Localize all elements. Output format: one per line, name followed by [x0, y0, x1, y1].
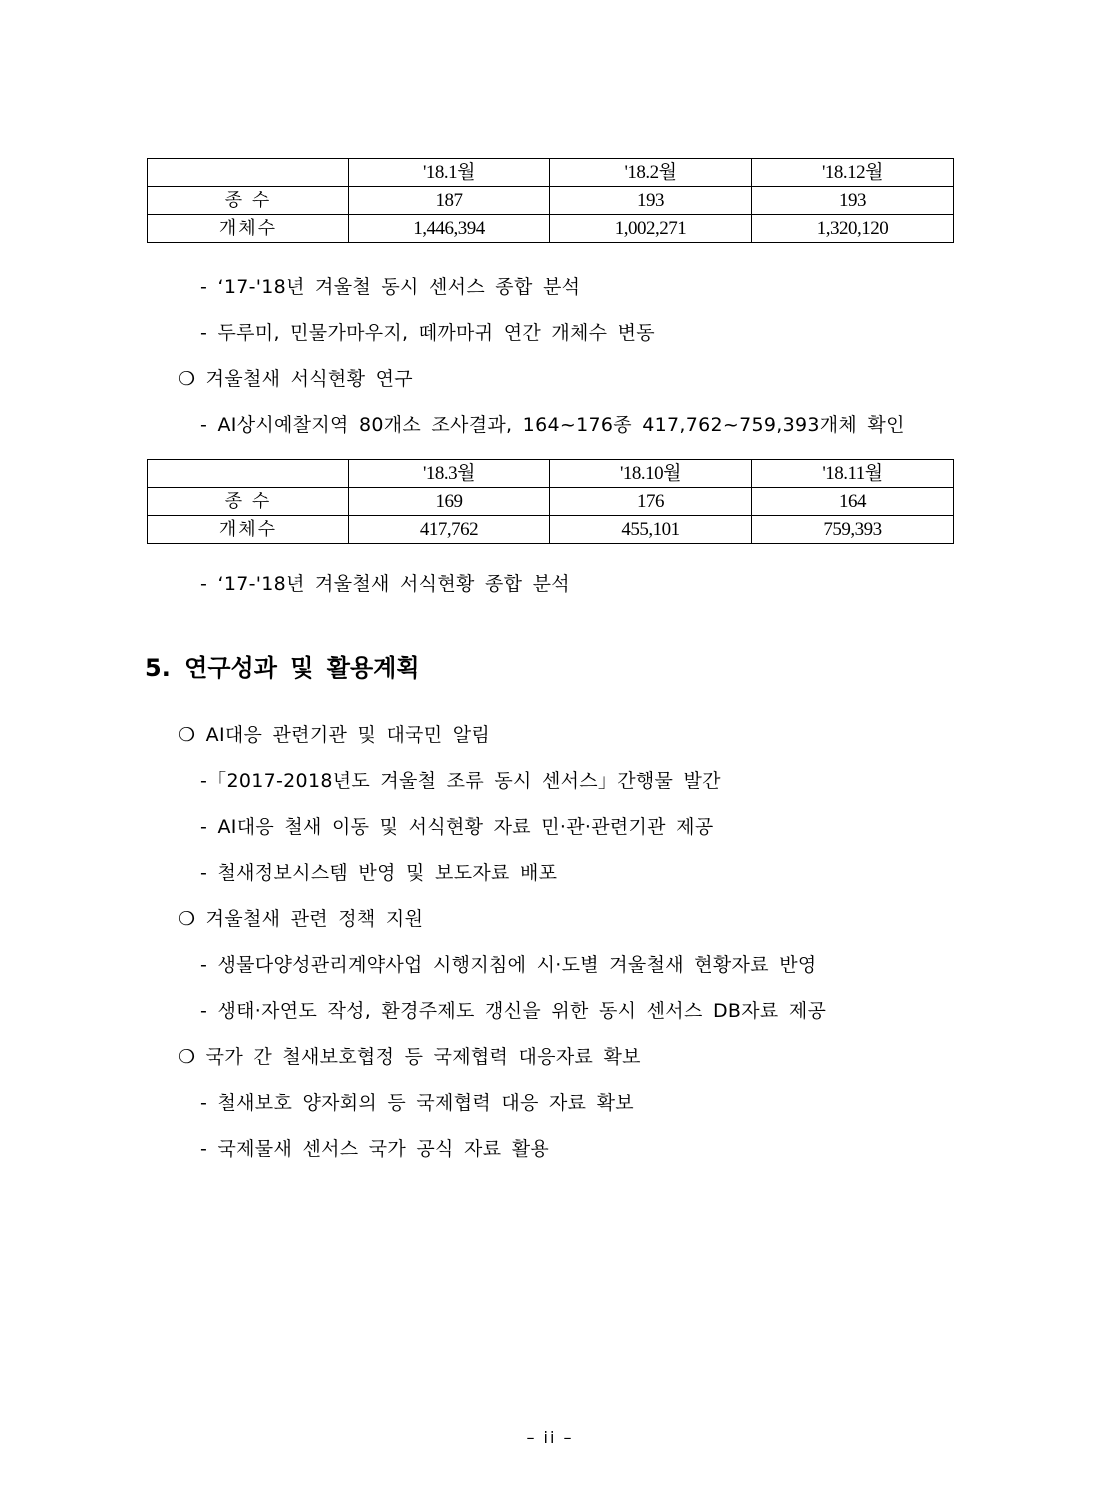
table-cell: 164 — [752, 488, 954, 516]
table-cell: 1,002,271 — [550, 215, 752, 243]
sub-item: - 국제물새 센서스 국가 공식 자료 활용 — [200, 1138, 550, 1160]
sub-item: - AI상시예찰지역 80개소 조사결과, 164~176종 417,762~759,393개체 확인 — [200, 414, 905, 436]
sub-item: - 철새보호 양자회의 등 국제협력 대응 자료 확보 — [200, 1092, 634, 1114]
sub-item: - 생태·자연도 작성, 환경주제도 갱신을 위한 동시 센서스 DB자료 제공 — [200, 1000, 827, 1022]
table-cell: 169 — [349, 488, 550, 516]
table-header-cell — [148, 159, 349, 187]
table-row — [148, 488, 954, 516]
bullet-item: ❍ 국가 간 철새보호협정 등 국제협력 대응자료 확보 — [178, 1046, 641, 1068]
sub-item: - 철새정보시스템 반영 및 보도자료 배포 — [200, 862, 558, 884]
sub-item: - AI대응 철새 이동 및 서식현황 자료 민·관·관련기관 제공 — [200, 816, 714, 838]
sub-item: - ‘17-'18년 겨울철새 서식현황 종합 분석 — [200, 573, 570, 595]
bullet-item: ❍ AI대응 관련기관 및 대국민 알림 — [178, 724, 491, 746]
table-header-row — [148, 159, 954, 187]
bullet-item: ❍ 겨울철새 서식현황 연구 — [178, 368, 413, 390]
table-header-cell: '18.12월 — [752, 159, 954, 187]
table-row — [148, 215, 954, 243]
row-label: 종 수 — [148, 187, 349, 215]
page-number: – ii – — [526, 1428, 574, 1447]
table-cell: 417,762 — [349, 516, 550, 544]
row-label: 개체수 — [148, 215, 349, 243]
table-cell: 759,393 — [752, 516, 954, 544]
table-cell: 187 — [349, 187, 550, 215]
table-header-cell — [148, 460, 349, 488]
table-cell: 193 — [752, 187, 954, 215]
table-header-cell: '18.3월 — [349, 460, 550, 488]
table-cell: 176 — [550, 488, 752, 516]
sub-item: - 생물다양성관리계약사업 시행지침에 시·도별 겨울철새 현황자료 반영 — [200, 954, 817, 976]
table-row — [148, 516, 954, 544]
bullet-item: ❍ 겨울철새 관련 정책 지원 — [178, 908, 424, 930]
table-row — [148, 187, 954, 215]
table-header-cell: '18.10월 — [550, 460, 752, 488]
table-cell: 193 — [550, 187, 752, 215]
table-header-cell: '18.1월 — [349, 159, 550, 187]
row-label: 종 수 — [148, 488, 349, 516]
table-cell: 1,320,120 — [752, 215, 954, 243]
sub-item: - 두루미, 민물가마우지, 떼까마귀 연간 개체수 변동 — [200, 322, 655, 344]
table-header-row — [148, 460, 954, 488]
row-label: 개체수 — [148, 516, 349, 544]
species-count-table-2 — [147, 459, 954, 544]
table-header-cell: '18.2월 — [550, 159, 752, 187]
sub-item: - ‘17-'18년 겨울철 동시 센서스 종합 분석 — [200, 276, 581, 298]
table-cell: 455,101 — [550, 516, 752, 544]
table-header-cell: '18.11월 — [752, 460, 954, 488]
species-count-table-1 — [147, 158, 954, 243]
table-cell: 1,446,394 — [349, 215, 550, 243]
section-heading: 5. 연구성과 및 활용계획 — [145, 654, 420, 682]
sub-item: -「2017-2018년도 겨울철 조류 동시 센서스」간행물 발간 — [200, 770, 721, 792]
